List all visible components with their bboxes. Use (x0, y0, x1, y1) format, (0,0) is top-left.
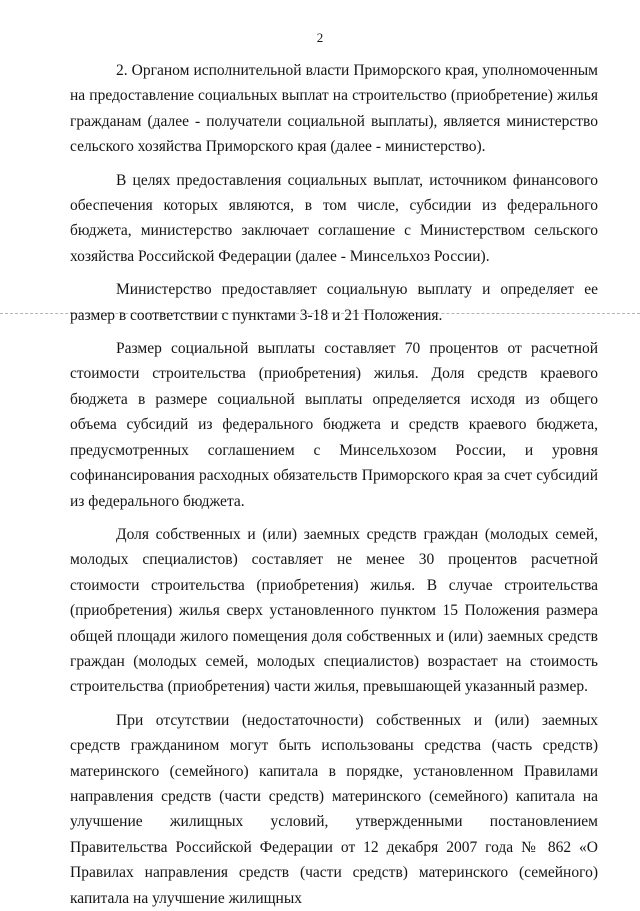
paragraph-own-funds: Доля собственных и (или) заемных средств граждан (молодых семей, молодых специалистов) составляет не менее 30 процентов расчетной стоимости строительства (приобретения) жилья. В случае строительства (приобретения) жилья сверх установленного пунктом 15 Положения размера общей площади жилого помещения доля собственных и (или) заемных средств граждан (молодых семей, молодых специалистов) возрастает на стоимость строительства (приобретения) части жилья, превышающей указанный размер. (70, 525, 598, 696)
paragraph-authority: 2. Органом исполнительной власти Приморского края, уполномоченным на предоставление социальных выплат на строительство (приобретение) жилья гражданам (далее - получатели социальной выплаты), является министерство сельского хозяйства Приморского края (далее - министерство). (70, 62, 598, 156)
paragraph-maternity-capital: При отсутствии (недостаточности) собственных и (или) заемных средств гражданином могут быть использованы средства (часть средств) материнского (семейного) капитала в порядке, установленном Правилами направления средств (части средств) материнского (семейного) капитала на улучшение жилищных условий, утвержденными постановлением Правительства Российской Федерации от 12 декабря 2007 года № 862 «О Правилах направления средств (части средств) материнского (семейного) капитала на улучшение жилищных (70, 711, 598, 907)
paragraph-agreement: В целях предоставления социальных выплат, источником финансового обеспечения которых являются, в том числе, субсидии из федерального бюджета, министерство заключает соглашение с Министерством сельского хозяйства Российской Федерации (далее - Минсельхоз России). (70, 171, 598, 265)
paragraph-payment-size: Министерство предоставляет социальную выплату и определяет ее размер в соответствии с пунктами 3-18 и 21 Положения. (70, 281, 598, 324)
document-body (70, 58, 598, 911)
paragraph-payment-percent: Размер социальной выплаты составляет 70 процентов от расчетной стоимости строительства (приобретения) жилья. Доля средств краевого бюджета в размере социальной выплаты определяется исходя из общего объема субсидий из федерального бюджета и средств краевого бюджета, предусмотренных соглашением с Минсельхозом России, и уровня софинансирования расходных обязательств Приморского края за счет субсидий из федерального бюджета. (70, 340, 598, 510)
page-number: 2 (316, 30, 324, 45)
